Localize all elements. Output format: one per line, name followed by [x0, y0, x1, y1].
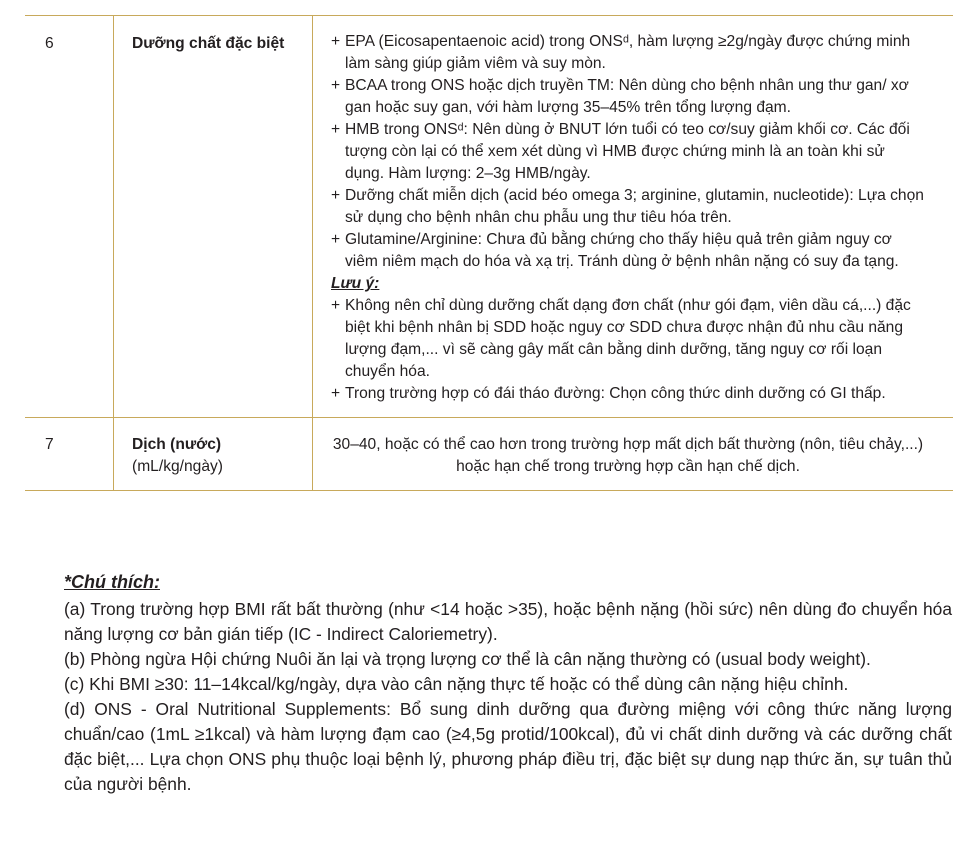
plus-bullet: + [331, 297, 341, 314]
list-item-text: Dưỡng chất miễn dịch (acid béo omega 3; arginine, glutamin, nucleotide): Lựa chọn sử dụng cho bệnh nhân chu phẫu ung thư tiêu hóa trên. [345, 187, 924, 226]
list-item-text: EPA (Eicosapentaenoic acid) trong ONSᵈ, hàm lượng ≥2g/ngày được chứng minh làm sàng giúp giảm viêm và suy mòn. [345, 33, 911, 72]
list-item [331, 295, 925, 383]
row-name: Dưỡng chất đặc biệt [114, 16, 313, 418]
row-name: Dịch (nước) [132, 436, 222, 453]
footnotes [64, 570, 952, 797]
plus-bullet: + [331, 187, 341, 204]
footnote-a: (a) Trong trường hợp BMI rất bất thường (như <14 hoặc >35), hoặc bệnh nặng (hồi sức) nên dùng đo chuyển hóa năng lượng cơ bản gián tiếp (IC - Indirect Caloriemetry). [64, 599, 952, 644]
list-item [331, 75, 925, 119]
list-item [331, 119, 925, 185]
plus-bullet: + [331, 33, 341, 50]
list-item [331, 383, 925, 405]
plus-bullet: + [331, 121, 341, 138]
row-number: 7 [25, 418, 114, 491]
row-description [313, 16, 954, 418]
footnote-c: (c) Khi BMI ≥30: 11–14kcal/kg/ngày, dựa vào cân nặng thực tế hoặc có thể dùng cân nặng hiệu chỉnh. [64, 674, 849, 694]
table-row [25, 16, 953, 418]
plus-bullet: + [331, 231, 341, 248]
row-name-cell [114, 418, 313, 491]
list-item [331, 31, 925, 75]
list-item-text: BCAA trong ONS hoặc dịch truyền TM: Nên dùng cho bệnh nhân ung thư gan/ xơ gan hoặc suy gan, với hàm lượng 35–45% trên tổng lượng đạm. [345, 77, 909, 116]
list-item-text: Không nên chỉ dùng dưỡng chất dạng đơn chất (như gói đạm, viên dầu cá,...) đặc biệt khi bệnh nhân bị SDD hoặc nguy cơ SDD chưa được nhận đủ nhu cầu năng lượng đạm,... vì sẽ càng gây mất cân bằng dinh dưỡng, tăng nguy cơ rối loạn chuyển hóa. [345, 297, 911, 380]
nutrition-table [25, 15, 953, 491]
row-number: 6 [25, 16, 114, 418]
list-item [331, 185, 925, 229]
plus-bullet: + [331, 77, 341, 94]
list-item-text: Glutamine/Arginine: Chưa đủ bằng chứng cho thấy hiệu quả trên giảm nguy cơ viêm niêm mạch do hóa và xạ trị. Tránh dùng ở bệnh nhân nặng có suy đa tạng. [345, 231, 899, 270]
footnotes-title: *Chú thích: [64, 572, 160, 592]
list-item-text: HMB trong ONSᵈ: Nên dùng ở BNUT lớn tuổi có teo cơ/suy giảm khối cơ. Các đối tượng còn lại có thể xem xét dùng vì HMB được chứng minh là an toàn khi sử dụng. Hàm lượng: 2–3g HMB/ngày. [345, 121, 910, 182]
note-label: Lưu ý: [331, 275, 380, 292]
table-row [25, 418, 953, 491]
footnote-d: (d) ONS - Oral Nutritional Supplements: Bổ sung dinh dưỡng qua đường miệng với công thức năng lượng chuẩn/cao (1mL ≥1kcal) và hàm lượng đạm cao (≥4,5g protid/100kcal), đủ vi chất dinh dưỡng và các dưỡng chất đặc biệt,... Lựa chọn ONS phụ thuộc loại bệnh lý, phương pháp điều trị, đặc biệt sự dung nạp thức ăn, sự tuân thủ của người bệnh. [64, 699, 952, 794]
list-item-text: Trong trường hợp có đái tháo đường: Chọn công thức dinh dưỡng có GI thấp. [345, 385, 886, 402]
row-unit: (mL/kg/ngày) [132, 458, 223, 475]
footnote-b: (b) Phòng ngừa Hội chứng Nuôi ăn lại và trọng lượng cơ thể là cân nặng thường có (usual body weight). [64, 649, 871, 669]
row-description: 30–40, hoặc có thể cao hơn trong trường hợp mất dịch bất thường (nôn, tiêu chảy,...) hoặc hạn chế trong trường hợp cần hạn chế dịch. [332, 436, 924, 475]
list-item [331, 229, 925, 273]
plus-bullet: + [331, 385, 341, 402]
